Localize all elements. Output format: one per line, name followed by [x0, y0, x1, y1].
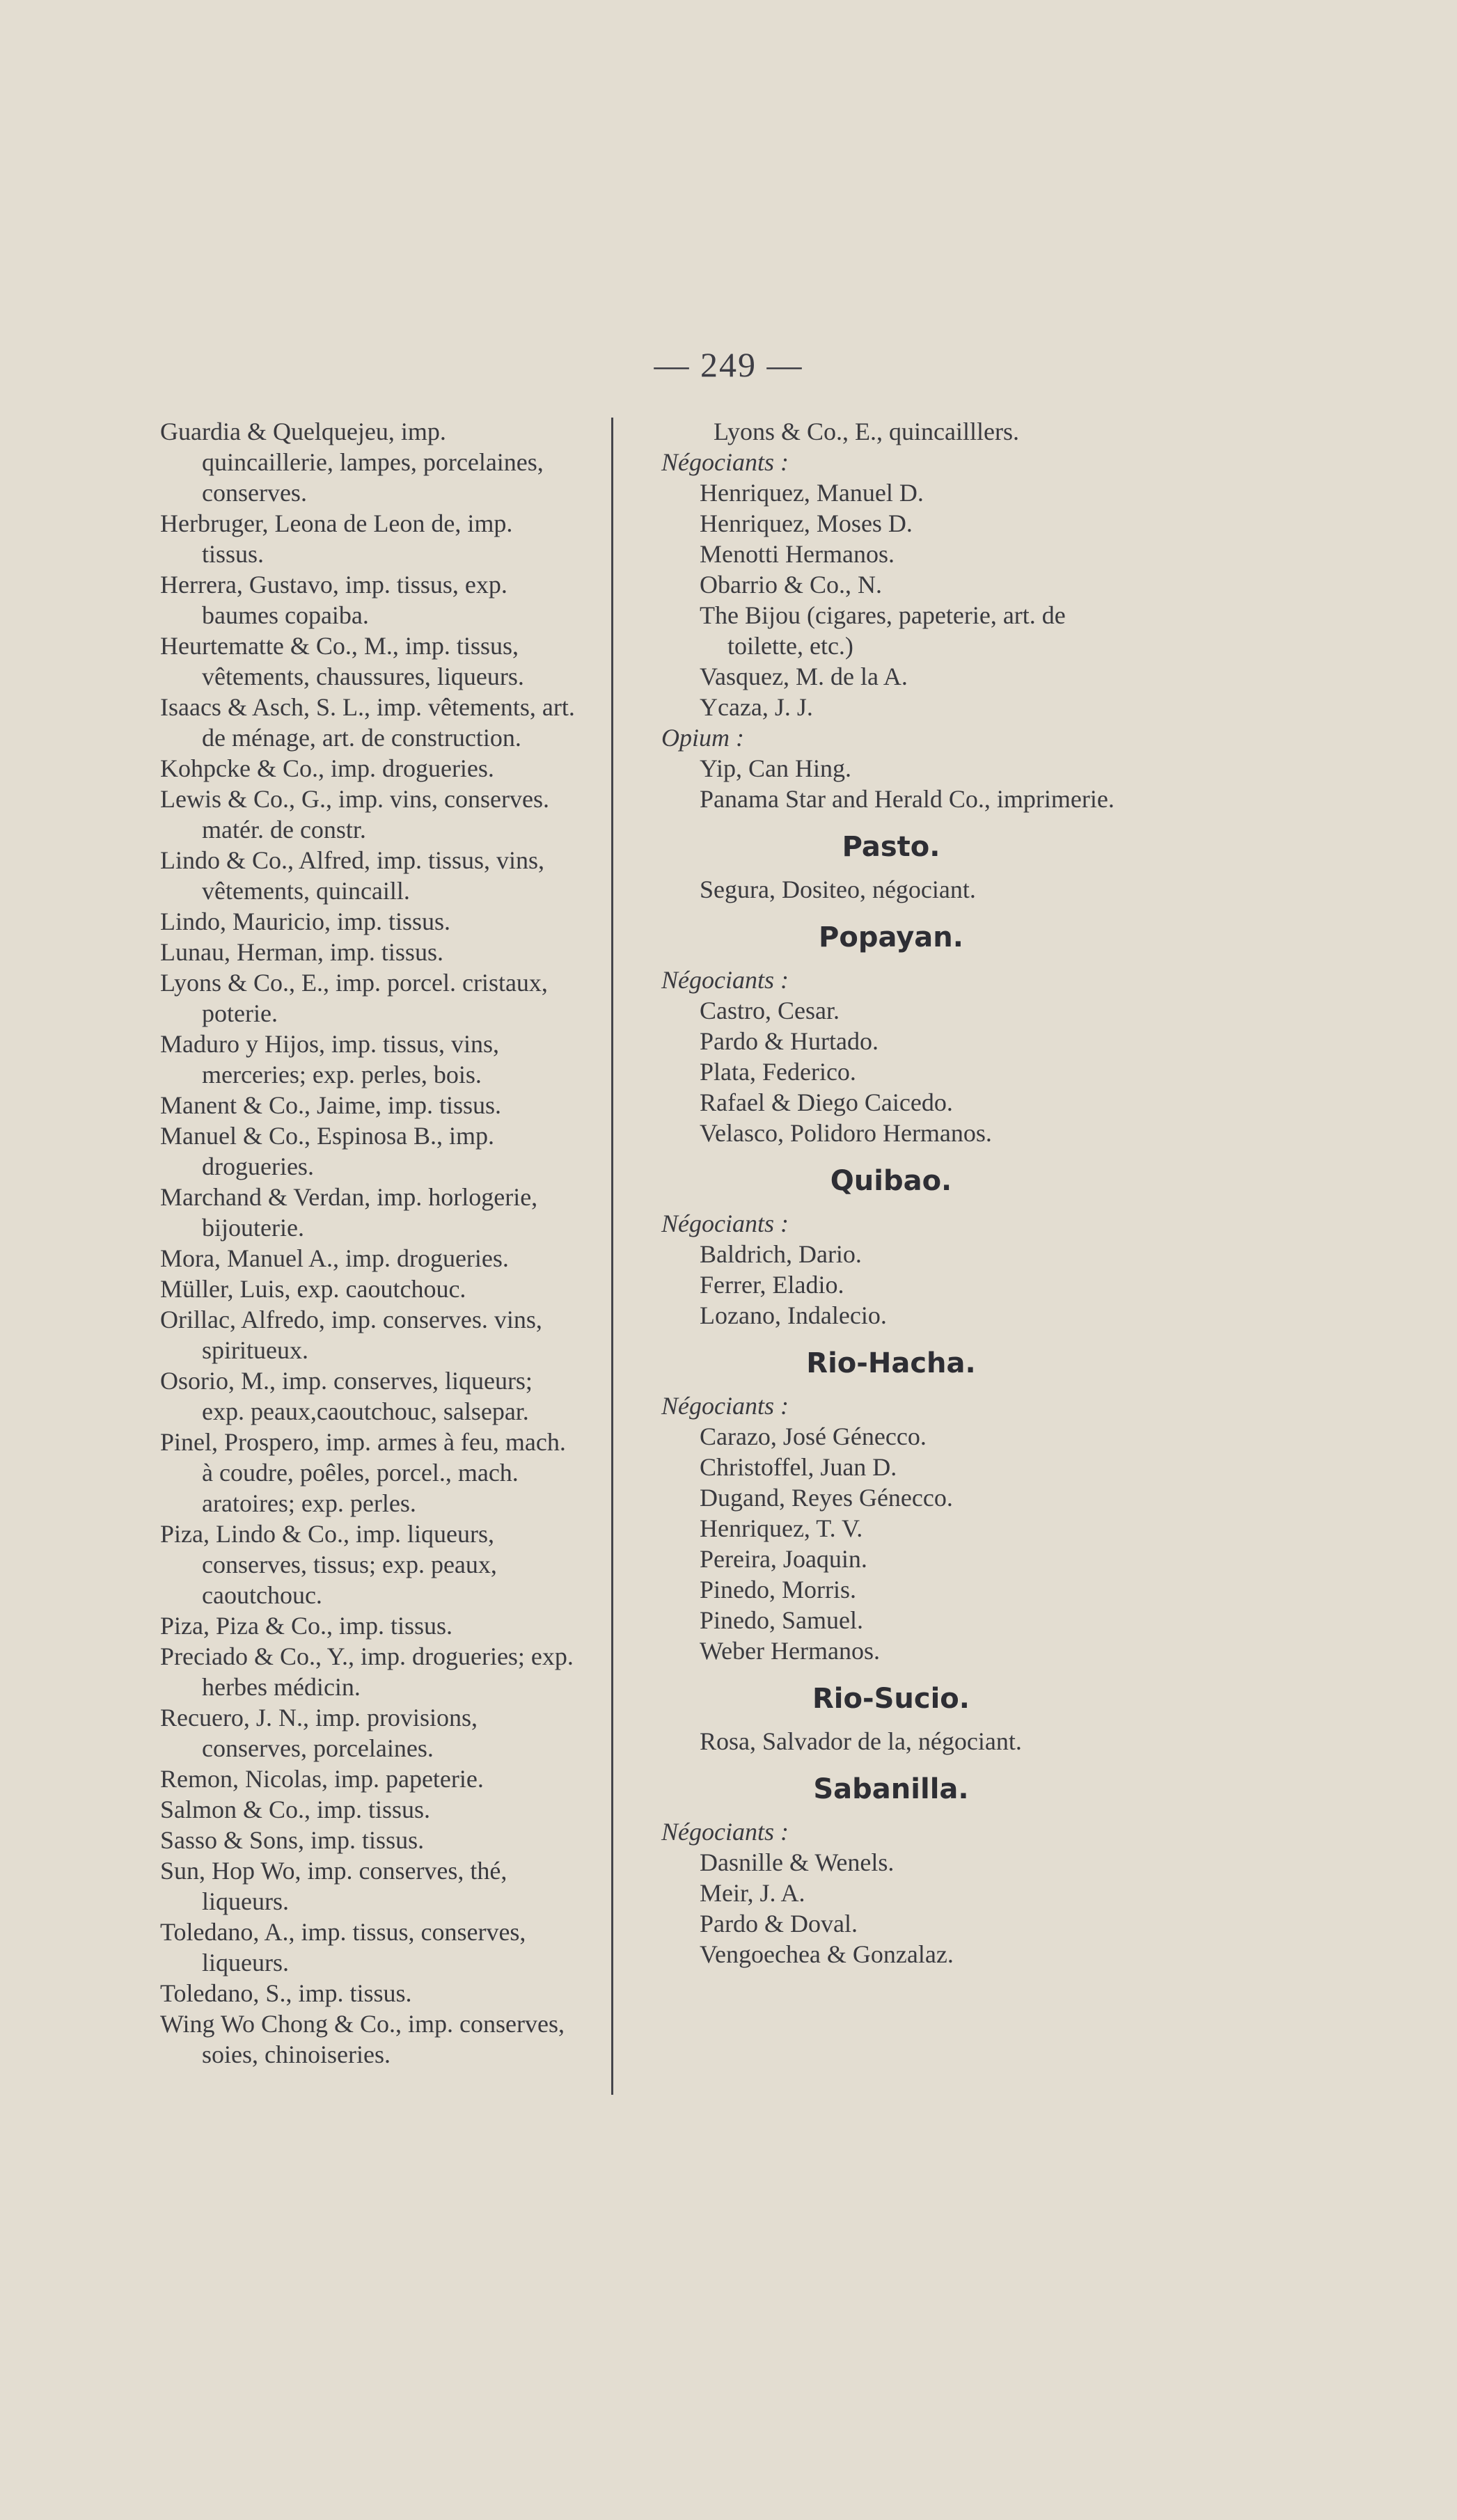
directory-entry: Remon, Nicolas, imp. papeterie. [160, 1765, 484, 1793]
directory-entry: Wing Wo Chong & Co., imp. conserves, soies, chinoiseries. [160, 2010, 565, 2068]
directory-entry: Lunau, Herman, imp. tissus. [160, 938, 443, 966]
directory-entry: Marchand & Verdan, imp. horlogerie, bijouterie. [160, 1183, 538, 1242]
directory-entry: Rosa, Salvador de la, négociant. [700, 1727, 1022, 1755]
directory-entry: Vasquez, M. de la A. [700, 663, 908, 690]
directory-entry: Plata, Federico. [700, 1058, 856, 1086]
directory-entry: Henriquez, Manuel D. [700, 479, 924, 507]
city-heading: Rio-Sucio. [812, 1683, 970, 1715]
directory-entry: Castro, Cesar. [700, 997, 840, 1024]
directory-entry: Osorio, M., imp. conserves, liqueurs; exp. peaux,caoutchouc, salsepar. [160, 1367, 533, 1425]
directory-entry: Pinedo, Morris. [700, 1576, 856, 1603]
directory-entry: Segura, Dositeo, négociant. [700, 875, 976, 903]
column-divider [611, 418, 613, 2095]
directory-entry: Toledano, S., imp. tissus. [160, 1979, 412, 2007]
section-label: Négociants : [661, 966, 789, 994]
directory-entry: Orillac, Alfredo, imp. conserves. vins, spiritueux. [160, 1306, 542, 1364]
city-heading: Sabanilla. [813, 1773, 969, 1805]
directory-entry: Dasnille & Wenels. [700, 1848, 895, 1876]
directory-entry: Dugand, Reyes Génecco. [700, 1484, 953, 1512]
directory-entry: Müller, Luis, exp. caoutchouc. [160, 1275, 466, 1303]
section-label: Négociants : [661, 1818, 789, 1846]
directory-entry: Menotti Hermanos. [700, 540, 895, 568]
directory-entry: Obarrio & Co., N. [700, 571, 882, 599]
directory-entry: Pardo & Hurtado. [700, 1027, 879, 1055]
page-number: — 249 — [654, 345, 803, 384]
directory-entry: Yip, Can Hing. [700, 754, 852, 782]
directory-entry: Toledano, A., imp. tissus, conserves, liqueurs. [160, 1918, 526, 1976]
section-label: Négociants : [661, 448, 789, 476]
directory-entry: Piza, Lindo & Co., imp. liqueurs, conserves, tissus; exp. peaux, caoutchouc. [160, 1520, 497, 1609]
directory-entry: Baldrich, Dario. [700, 1240, 862, 1268]
directory-entry: Ferrer, Eladio. [700, 1271, 844, 1299]
directory-entry: Velasco, Polidoro Hermanos. [700, 1119, 992, 1147]
directory-entry: Mora, Manuel A., imp. drogueries. [160, 1244, 509, 1272]
directory-entry: Manuel & Co., Espinosa B., imp. drogueries. [160, 1122, 494, 1180]
directory-entry: Sasso & Sons, imp. tissus. [160, 1826, 425, 1854]
section-label: Négociants : [661, 1210, 789, 1237]
city-heading: Quibao. [830, 1165, 952, 1197]
directory-entry: Henriquez, T. V. [700, 1514, 863, 1542]
section-label: Négociants : [661, 1392, 789, 1420]
directory-entry: Lindo & Co., Alfred, imp. tissus, vins, vêtements, quincaill. [160, 846, 545, 905]
directory-entry: Weber Hermanos. [700, 1637, 880, 1665]
directory-entry: Manent & Co., Jaime, imp. tissus. [160, 1091, 501, 1119]
directory-entry: Pinel, Prospero, imp. armes à feu, mach. à coudre, poêles, porcel., mach. aratoires; exp. perles. [160, 1428, 566, 1517]
directory-entry: Vengoechea & Gonzalaz. [700, 1940, 954, 1968]
directory-entry: Herbruger, Leona de Leon de, imp. tissus. [160, 509, 513, 568]
right-column [654, 416, 1128, 1970]
directory-entry: Lyons & Co., E., quincailllers. [714, 418, 1019, 445]
directory-entry: Sun, Hop Wo, imp. conserves, thé, liqueurs. [160, 1857, 507, 1915]
city-heading: Popayan. [819, 921, 963, 953]
directory-entry: Pereira, Joaquin. [700, 1545, 867, 1573]
directory-entry: Preciado & Co., Y., imp. drogueries; exp. herbes médicin. [160, 1642, 574, 1701]
directory-entry: Heurtematte & Co., M., imp. tissus, vêtements, chaussures, liqueurs. [160, 632, 524, 690]
directory-entry: Rafael & Diego Caicedo. [700, 1088, 953, 1116]
directory-entry: Herrera, Gustavo, imp. tissus, exp. baumes copaiba. [160, 571, 507, 629]
directory-entry: Christoffel, Juan D. [700, 1453, 897, 1481]
city-heading: Pasto. [842, 831, 940, 863]
directory-entry: Lewis & Co., G., imp. vins, conserves. matér. de constr. [160, 785, 549, 843]
directory-entry: Kohpcke & Co., imp. drogueries. [160, 754, 494, 782]
directory-entry: Lindo, Mauricio, imp. tissus. [160, 908, 450, 935]
directory-entry: Guardia & Quelquejeu, imp. quincaillerie, lampes, porcelaines, conserves. [160, 418, 544, 507]
directory-entry: Panama Star and Herald Co., imprimerie. [700, 785, 1115, 813]
directory-entry: Piza, Piza & Co., imp. tissus. [160, 1612, 453, 1640]
directory-entry: Pinedo, Samuel. [700, 1606, 863, 1634]
directory-entry: The Bijou (cigares, papeterie, art. de toilette, etc.) [700, 601, 1066, 660]
directory-entry: Henriquez, Moses D. [700, 509, 913, 537]
directory-entry: Ycaza, J. J. [700, 693, 813, 721]
section-label: Opium : [661, 724, 744, 752]
city-heading: Rio-Hacha. [806, 1347, 976, 1379]
directory-entry: Meir, J. A. [700, 1879, 805, 1907]
directory-entry: Lozano, Indalecio. [700, 1301, 887, 1329]
directory-entry: Pardo & Doval. [700, 1910, 858, 1937]
directory-entry: Carazo, José Génecco. [700, 1423, 927, 1450]
left-column [160, 416, 578, 2070]
directory-entry: Isaacs & Asch, S. L., imp. vêtements, art. de ménage, art. de construction. [160, 693, 575, 752]
directory-entry: Salmon & Co., imp. tissus. [160, 1796, 431, 1823]
directory-entry: Maduro y Hijos, imp. tissus, vins, merceries; exp. perles, bois. [160, 1030, 500, 1088]
directory-entry: Recuero, J. N., imp. provisions, conserves, porcelaines. [160, 1704, 478, 1762]
directory-entry: Lyons & Co., E., imp. porcel. cristaux, poterie. [160, 969, 548, 1027]
